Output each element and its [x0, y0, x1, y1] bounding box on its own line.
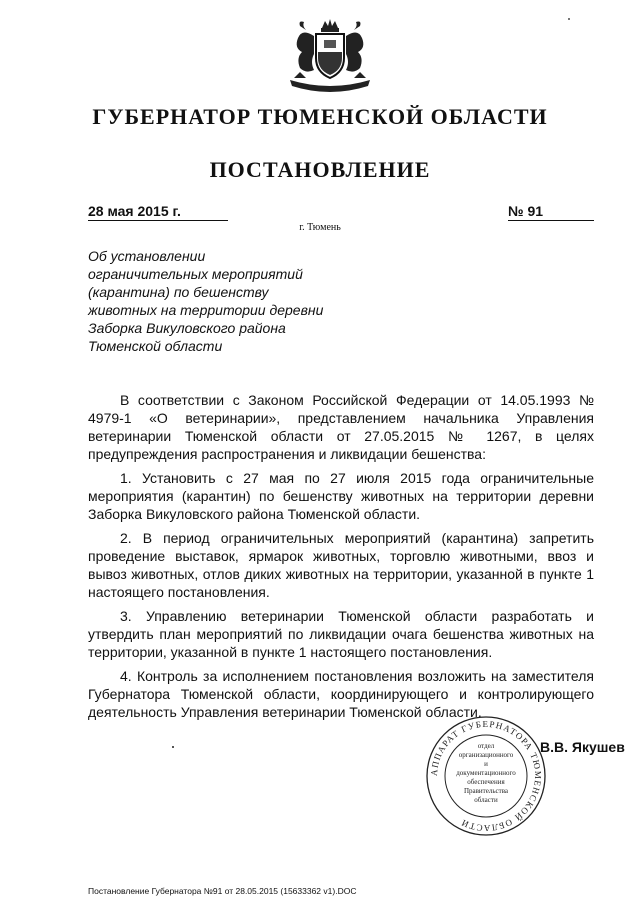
scan-speck — [568, 18, 570, 20]
issuing-authority-title: ГУБЕРНАТОР ТЮМЕНСКОЙ ОБЛАСТИ — [92, 104, 548, 129]
svg-text:документационного: документационного — [456, 769, 516, 777]
document-city: г. Тюмень — [299, 222, 341, 233]
svg-text:АППАРАТ ГУБЕРНАТОРА ТЮМЕНСКОЙ: АППАРАТ ГУБЕРНАТОРА ТЮМЕНСКОЙ ОБЛАСТИ — [428, 718, 544, 834]
document-subject — [88, 247, 348, 355]
body-clause-3: 3. Управлению ветеринарии Тюменской области разработать и утвердить план мероприятий по ликвидации очага бешенства животных на территории, указанной в пункте 1 настоящего постановления. — [88, 608, 594, 660]
body-clause-2: 2. В период ограничительных мероприятий (карантина) запретить проведение выставок, ярмарок животных, торговлю животными, ввоз и вывоз животных, отлов диких животных на территории, указанной в пункте 1 настоящего постановления. — [88, 530, 594, 600]
subject-line: животных на территории деревни — [88, 302, 324, 318]
body-clause-4: 4. Контроль за исполнением постановления возложить на заместителя Губернатора Тюменской области, координирующего и контролирующего деятельность Управления ветеринарии Тюменской области. — [88, 668, 594, 720]
official-stamp — [424, 714, 548, 838]
subject-line: ограничительных мероприятий — [88, 266, 303, 282]
body-clause-1: 1. Установить с 27 мая по 27 июля 2015 года ограничительные мероприятия (карантин) по бешенству животных на территории деревни Заборка Викуловского района Тюменской области. — [88, 470, 594, 522]
svg-text:обеспечения: обеспечения — [467, 778, 505, 786]
signatory-name: В.В. Якушев — [540, 739, 625, 755]
svg-text:организационного: организационного — [458, 751, 514, 759]
subject-line: Заборка Викуловского района — [88, 320, 286, 336]
document-number: № 91 — [508, 203, 594, 221]
scan-speck — [172, 746, 174, 748]
svg-text:и: и — [484, 760, 488, 768]
svg-text:отдел: отдел — [477, 742, 495, 750]
subject-line: (карантина) по бешенству — [88, 284, 269, 300]
document-date: 28 мая 2015 г. — [88, 203, 228, 221]
document-body — [88, 391, 594, 727]
document-file-reference: Постановление Губернатора №91 от 28.05.2015 (15633362 v1).DOC — [88, 886, 357, 896]
coat-of-arms-emblem — [280, 18, 380, 96]
subject-line: Об установлении — [88, 248, 206, 264]
document-type-title: ПОСТАНОВЛЕНИЕ — [209, 157, 431, 182]
svg-text:Правительства: Правительства — [463, 787, 509, 795]
subject-line: Тюменской области — [88, 338, 223, 354]
body-preamble: В соответствии с Законом Российской Федерации от 14.05.1993 № 4979-1 «О ветеринарии», представлением начальника Управления ветеринарии Тюменской области от 27.05.2015 № 1267, в целях предупреждения распространения и ликвидации бешенства: — [88, 392, 594, 462]
svg-text:области: области — [474, 796, 498, 804]
